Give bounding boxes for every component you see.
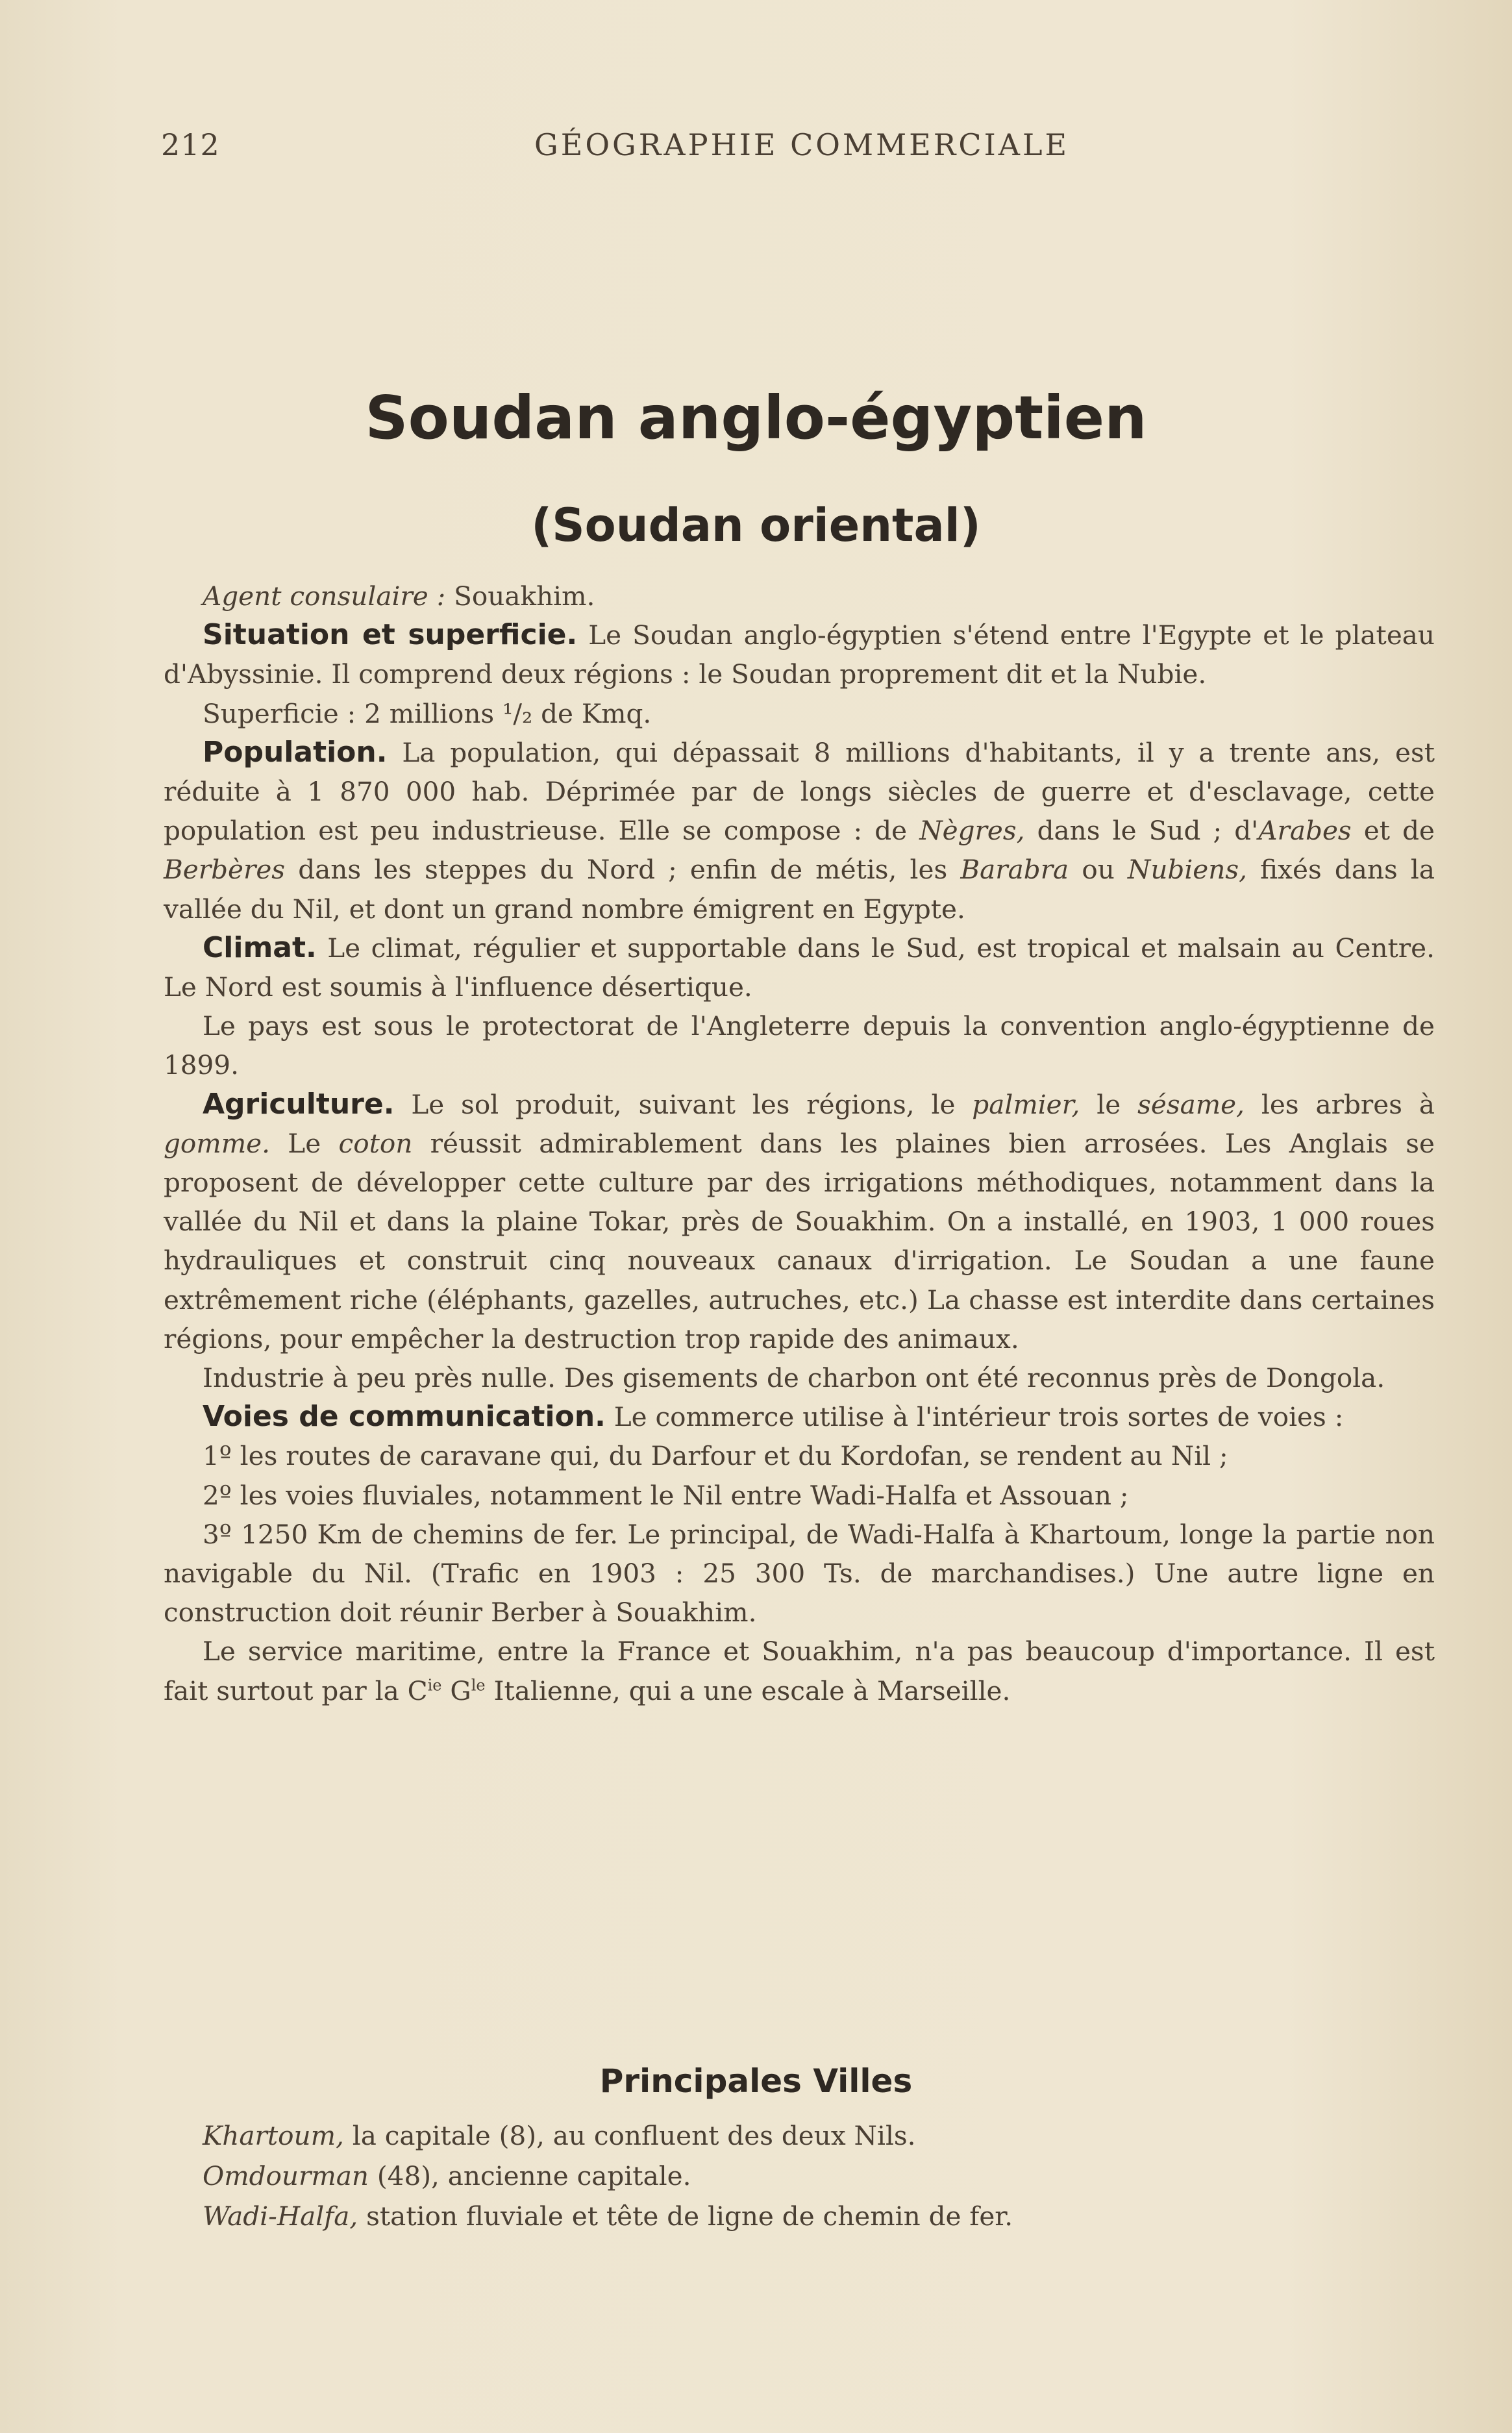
ville-name: Wadi-Halfa, (203, 2201, 358, 2232)
chapter-subtitle: (Soudan oriental) (531, 499, 981, 552)
climat-paragraph (164, 929, 1435, 1006)
population-text: ou (1069, 854, 1128, 886)
ville-desc: la capitale (8), au confluent des deux Nils. (343, 2120, 916, 2151)
voies-item-3: 3º 1250 Km de chemins de fer. Le principal, de Wadi-Halfa à Khartoum, longe la partie non navigable du Nil. (Trafic en 1903 : 25 300 Ts. de marchandises.) Une autre ligne en construction doit réunir Berber à Souakhim. (164, 1518, 1435, 1628)
agent-label: Agent consulaire : (203, 580, 446, 612)
running-title: GÉOGRAPHIE COMMERCIALE (534, 127, 1070, 162)
voies-text: Le commerce utilise à l'intérieur trois sortes de voies : (613, 1401, 1344, 1433)
population-text: dans les steppes du Nord ; enfin de métis, les (285, 854, 961, 886)
population-term: Nubiens, (1127, 854, 1248, 886)
ville-item (203, 2196, 1436, 2236)
ville-name: Khartoum, (203, 2120, 344, 2151)
agriculture-term: palmier, (972, 1088, 1080, 1120)
population-term: Arabes (1258, 815, 1352, 847)
voies-heading: Voies de communication. (203, 1400, 606, 1434)
agriculture-text: Le (269, 1127, 339, 1159)
climat-text: Le climat, régulier et supportable dans le Sud, est tropical et malsain au Centre. Le Nord est soumis à l'influence désertique. (164, 932, 1435, 1003)
agent-value: Souakhim. (454, 580, 595, 612)
ville-name: Omdourman (203, 2160, 369, 2191)
situation-heading: Situation et superficie. (203, 618, 578, 652)
agriculture-term: sésame, (1137, 1088, 1245, 1120)
population-term: Nègres, (919, 815, 1025, 847)
protectorat-paragraph: Le pays est sous le protectorat de l'Angleterre depuis la convention anglo-égyptienne de 1899. (164, 1010, 1435, 1081)
agriculture-text: réussit admirablement dans les plaines bien arrosées. Les Anglais se proposent de développer cette culture par des irrigations méthodiques, notamment dans la vallée du Nil et dans la plaine Tokar, près de Souakhim. On a installé, en 1903, 1 000 roues hydrauliques et construit cinq nouveaux canaux d'irrigation. Le Soudan a une faune extrêmement riche (éléphants, gazelles, autruches, etc.) La chasse est interdite dans certaines régions, pour empêcher la destruction trop rapide des animaux. (164, 1127, 1435, 1354)
voies-item-1: 1º les routes de caravane qui, du Darfour et du Kordofan, se rendent au Nil ; (203, 1440, 1228, 1472)
agriculture-text: Le sol produit, suivant les régions, le (411, 1088, 973, 1120)
page-header (161, 127, 1437, 166)
superficie-pre: Superficie : 2 millions (203, 697, 503, 729)
service-text: Italienne, qui a une escale à Marseille. (485, 1675, 1011, 1706)
ville-desc: station fluviale et tête de ligne de chemin de fer. (358, 2201, 1013, 2232)
population-term: Berbères (164, 854, 286, 886)
service-text: Le service maritime, entre la France et Souakhim, n'a pas beaucoup d'importance. Il est fait surtout par la C (164, 1636, 1435, 1706)
ville-desc: (48), ancienne capitale. (369, 2160, 691, 2191)
ville-item (203, 2115, 1436, 2156)
industrie-paragraph: Industrie à peu près nulle. Des gisements de charbon ont été reconnus près de Dongola. (203, 1362, 1385, 1394)
superficie-post: de Kmq. (532, 697, 652, 729)
population-term: Barabra (960, 854, 1069, 886)
voies-item-2: 2º les voies fluviales, notamment le Nil entre Wadi-Halfa et Assouan ; (203, 1479, 1129, 1511)
page-number: 212 (161, 127, 220, 162)
superficie-paragraph (164, 694, 1435, 733)
agriculture-text: les arbres à (1245, 1088, 1435, 1120)
agriculture-term: coton (338, 1127, 413, 1159)
ville-item (203, 2156, 1436, 2196)
agriculture-text: le (1080, 1088, 1138, 1120)
population-text: dans le Sud ; d' (1024, 815, 1259, 847)
agriculture-heading: Agriculture. (203, 1087, 395, 1121)
superficie-fraction: ¹/₂ (502, 697, 533, 729)
voies-paragraph (164, 1397, 1435, 1436)
situation-text: Le Soudan anglo-égyptien s'étend entre l'Egypte et le plateau d'Abyssinie. Il comprend deux régions : le Soudan proprement dit et la Nubie. (164, 619, 1435, 690)
chapter-title: Soudan anglo-égyptien (365, 383, 1147, 453)
agriculture-paragraph (164, 1085, 1435, 1358)
population-text: La population, qui dépassait 8 millions d'habitants, il y a trente ans, est réduite à 1 870 000 hab. Déprimée par de longs siècles de guerre et d'esclavage, cette population est peu industrieuse. Elle se compose : de (164, 736, 1435, 847)
agriculture-term: gomme. (164, 1127, 270, 1159)
population-text: et de (1351, 815, 1435, 847)
climat-heading: Climat. (203, 930, 317, 964)
villes-heading: Principales Villes (599, 2062, 913, 2100)
service-superscript: ie (427, 1676, 442, 1695)
agent-line (164, 577, 1435, 616)
body-text (164, 577, 1435, 1710)
service-superscript: le (471, 1676, 486, 1695)
population-paragraph (164, 733, 1435, 929)
villes-list (203, 2115, 1436, 2236)
population-heading: Population. (203, 735, 388, 769)
service-text: G (441, 1675, 471, 1706)
service-paragraph (164, 1632, 1435, 1710)
situation-paragraph (164, 616, 1435, 693)
population-text: fixés dans la vallée du Nil, et dont un grand nombre émigrent en Egypte. (164, 854, 1435, 925)
